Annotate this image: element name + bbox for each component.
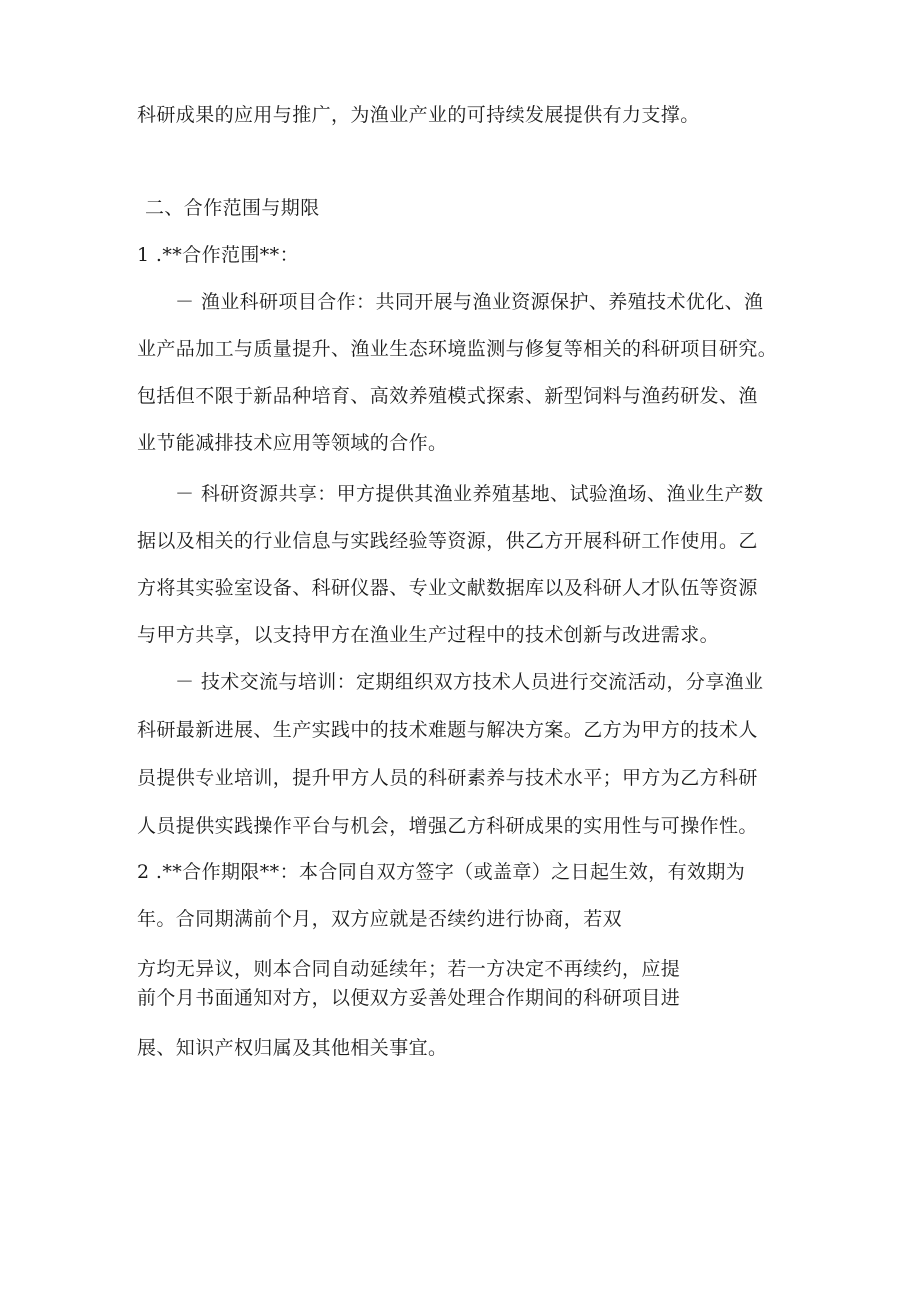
- bullet3-line: 员提供专业培训，提升甲方人员的科研素养与技术水平；甲方为乙方科研: [137, 767, 758, 789]
- bullet1-line: 业节能减排技术应用等领域的合作。: [137, 432, 448, 454]
- bullet3-line: 人员提供实践操作平台与机会，增强乙方科研成果的实用性与可操作性。: [137, 815, 758, 837]
- section-heading: 二、合作范围与期限: [145, 197, 320, 219]
- bullet3-line: － 技术交流与培训：定期组织双方技术人员进行交流活动，分享渔业: [175, 671, 764, 693]
- bullet1-line: － 渔业科研项目合作：共同开展与渔业资源保护、养殖技术优化、渔: [175, 291, 764, 313]
- bullet2-line: 方将其实验室设备、科研仪器、专业文献数据库以及科研人才队伍等资源: [137, 577, 758, 599]
- bullet3-line: 科研最新进展、生产实践中的技术难题与解决方案。乙方为甲方的技术人: [137, 719, 758, 741]
- item1-title: 1 .**合作范围**：: [137, 244, 299, 266]
- bullet1-line: 包括但不限于新品种培育、高效养殖模式探索、新型饲料与渔药研发、渔: [137, 385, 758, 407]
- bullet2-line: 与甲方共享，以支持甲方在渔业生产过程中的技术创新与改进需求。: [137, 624, 720, 646]
- intro-tail-text: 科研成果的应用与推广，为渔业产业的可持续发展提供有力支撑。: [137, 104, 700, 126]
- item2-line: 展、知识产权归属及其他相关事宜。: [137, 1037, 448, 1059]
- bullet1-line: 业产品加工与质量提升、渔业生态环境监测与修复等相关的科研项目研究。: [137, 338, 778, 360]
- item2-line: 方均无异议，则本合同自动延续年；若一方决定不再续约，应提: [137, 958, 681, 980]
- bullet2-line: － 科研资源共享：甲方提供其渔业养殖基地、试验渔场、渔业生产数: [175, 483, 764, 505]
- item2-line: 2 .**合作期限**：本合同自双方签字（或盖章）之日起生效，有效期为: [137, 861, 746, 883]
- item2-line: 前个月书面通知对方，以便双方妥善处理合作期间的科研项目进: [137, 987, 681, 1009]
- bullet2-line: 据以及相关的行业信息与实践经验等资源，供乙方开展科研工作使用。乙: [137, 530, 758, 552]
- item2-line: 年。合同期满前个月，双方应就是否续约进行协商，若双: [137, 908, 623, 930]
